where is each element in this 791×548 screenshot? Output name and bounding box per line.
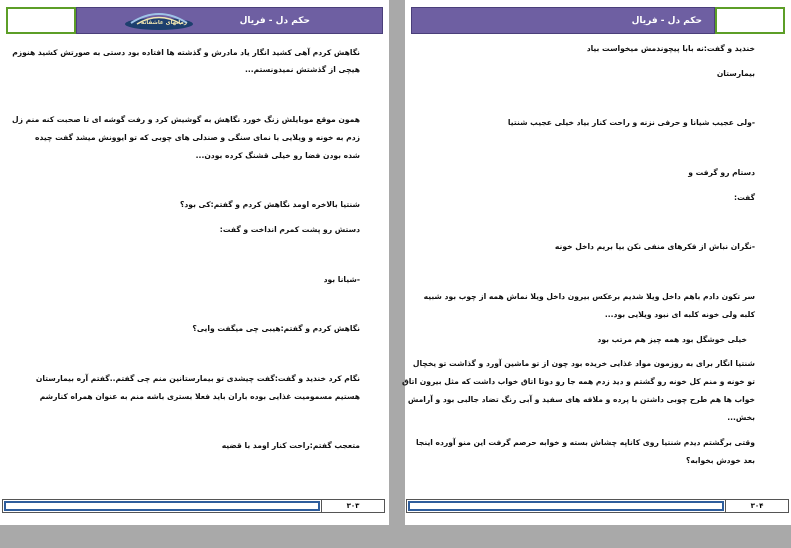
logo-text: رمانهای عاشقانه — [141, 20, 188, 26]
paragraph: -نگران نباش از فکرهای منفی نکن بیا بریم داخل خونه — [554, 242, 755, 251]
left-page — [0, 0, 389, 525]
paragraph: هیچی از گذشتش نمیدونستم... — [245, 65, 360, 74]
right-page — [402, 0, 791, 525]
paragraph: بعد خودش بخوابه؟ — [686, 456, 755, 465]
paragraph: نگام کرد خندید و گفت:گفت چیشدی تو بیمارستانین منم چی گفتم..گفتم آره بیمارستان — [35, 374, 360, 383]
paragraph: بیمارستان — [716, 69, 755, 78]
header-box — [6, 7, 76, 34]
site-logo — [123, 9, 195, 33]
paragraph: دستش رو پشت کمرم انداخت و گفت: — [219, 225, 360, 234]
paragraph: بخش... — [727, 413, 755, 422]
header-box — [715, 7, 785, 34]
header-title: حکم دل - فریال — [631, 16, 702, 26]
header-bar — [76, 7, 383, 34]
paragraph: هستیم مسمومیت غذایی بوده باران باید فعلا بستری باشه منم به عنوان همراه کنارشم — [39, 392, 360, 401]
paragraph: شده بودن فضا رو خیلی قشنگ کرده بودن... — [195, 151, 360, 160]
paragraph: خواب ها هم طرح چوبی داشتن با پرده و ملافه های سفید و آبی رنگ تضاد جالبی بود و آرامش — [407, 395, 755, 404]
page-number: ۳۰۴ — [725, 500, 788, 512]
paragraph: -شیانا بود — [323, 275, 360, 284]
footer-bar — [408, 501, 724, 511]
left-page-footer — [2, 499, 385, 513]
paragraph: نگاهش کردم آهی کشید انگار یاد مادرش و گذشته ها افتاده بود دستی به صورتش کشید هنوزم — [12, 48, 360, 57]
paragraph: سر تکون دادم باهم داخل ویلا شدیم برعکس بیرون داخل ویلا نماش همه از چوب بود شبیه — [423, 292, 755, 301]
paragraph: تو خونه و منم کل خونه رو گشتم و دید زدم همه جا رو دوتا اتاق خواب داشت که مثل بیرون اتاق — [402, 377, 755, 386]
paragraph: نگاهش کردم و گفتم:هیبی چی میگفت وایی؟ — [192, 324, 360, 333]
paragraph: شنتیا انگار برای به روزمون مواد غذایی خریده بود چون از تو ماشین آورد و گذاشت تو یخچال — [412, 359, 755, 368]
header-bar — [411, 7, 715, 34]
left-page-header — [6, 7, 383, 34]
paragraph: متعجب گفتم:راحت کنار اومد با قضیه — [221, 441, 360, 450]
paragraph: -ولی عجیب شیانا و حرفی نزنه و راحت کنار بیاد خیلی عجیب شنتیا — [507, 118, 755, 127]
paragraph: گفت: — [734, 193, 755, 202]
page-number: ۳۰۳ — [321, 500, 384, 512]
paragraph: زدم به خونه و ویلایی با نمای سنگی و صندلی های چوبی که تو ایوونش میشد گفت چیده — [35, 133, 360, 142]
paragraph: خندید و گفت:نه بابا پیچوندمش میخواست بیاد — [586, 44, 755, 53]
footer-bar — [4, 501, 320, 511]
right-page-footer — [406, 499, 789, 513]
paragraph: کلبه ولی خونه کلبه ای نبود ویلایی بود... — [604, 310, 755, 319]
header-title: حکم دل - فریال — [239, 16, 310, 26]
paragraph: وقتی برگشتم دیدم شنتیا روی کاناپه چشاش بسته و خوابه حرصم گرفت این منو آورده اینجا — [416, 438, 755, 447]
paragraph: همون موقع موبایلش زنگ خورد نگاهش به گوشیش کرد و رفت گوشه ای تا صحبت کنه منم زل — [11, 115, 360, 124]
right-page-header — [411, 7, 785, 34]
paragraph: خیلی خوشگل بود همه چیز هم مرتب بود — [597, 335, 747, 344]
paragraph: شنتیا بالاخره اومد نگاهش کردم و گفتم:کی بود؟ — [180, 200, 360, 209]
paragraph: دستام رو گرفت و — [688, 168, 755, 177]
